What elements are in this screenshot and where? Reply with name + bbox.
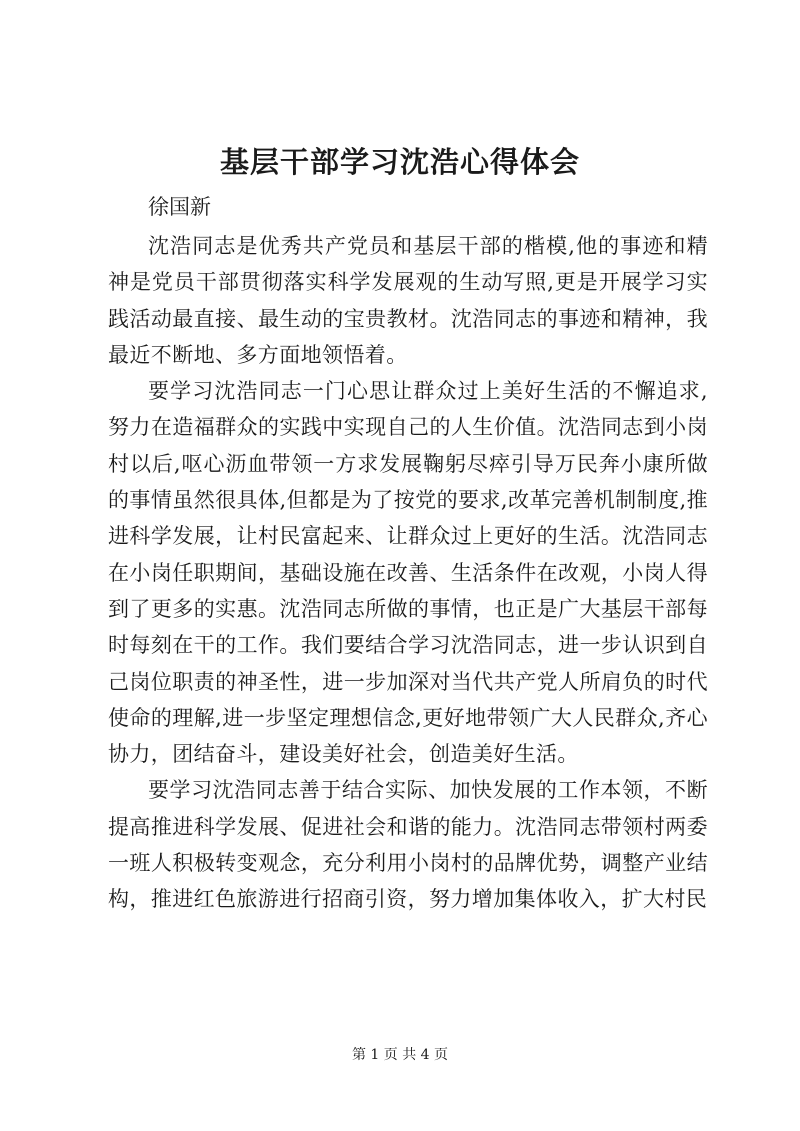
paragraph: 要学习沈浩同志善于结合实际、加快发展的工作本领，不断提高推进科学发展、促进社会和谐的能力。沈浩同志带领村两委一班人积极转变观念，充分利用小岗村的品牌优势，调整产业结构，推进红色旅游进行招商引资，努力增加集体收入，扩大村民 [108, 778, 708, 912]
paragraph: 沈浩同志是优秀共产党员和基层干部的楷模,他的事迹和精神是党员干部贯彻落实科学发展观的生动写照,更是开展学习实践活动最直接、最生动的宝贵教材。沈浩同志的事迹和精神，我最近不断地、多方面地领悟着。 [108, 234, 708, 367]
document-title: 基层干部学习沈浩心得体会 [219, 145, 580, 179]
document-body [108, 228, 708, 918]
paragraph: 要学习沈浩同志一门心思让群众过上美好生活的不懈追求,努力在造福群众的实践中实现自己的人生价值。沈浩同志到小岗村以后,呕心沥血带领一方求发展鞠躬尽瘁引导万民奔小康所做的事情虽然很具体,但都是为了按党的要求,改革完善机制制度,推进科学发展，让村民富起来、让群众过上更好的生活。沈浩同志在小岗任职期间，基础设施在改善、生活条件在改观，小岗人得到了更多的实惠。沈浩同志所做的事情，也正是广大基层干部每时每刻在干的工作。我们要结合学习沈浩同志，进一步认识到自己岗位职责的神圣性，进一步加深对当代共产党人所肩负的时代使命的理解,进一步坚定理想信念,更好地带领广大人民群众,齐心协力，团结奋斗，建设美好社会，创造美好生活。 [108, 379, 708, 767]
author-name: 徐国新 [148, 195, 211, 219]
page-number-footer: 第 1 页 共 4 页 [351, 1047, 449, 1063]
